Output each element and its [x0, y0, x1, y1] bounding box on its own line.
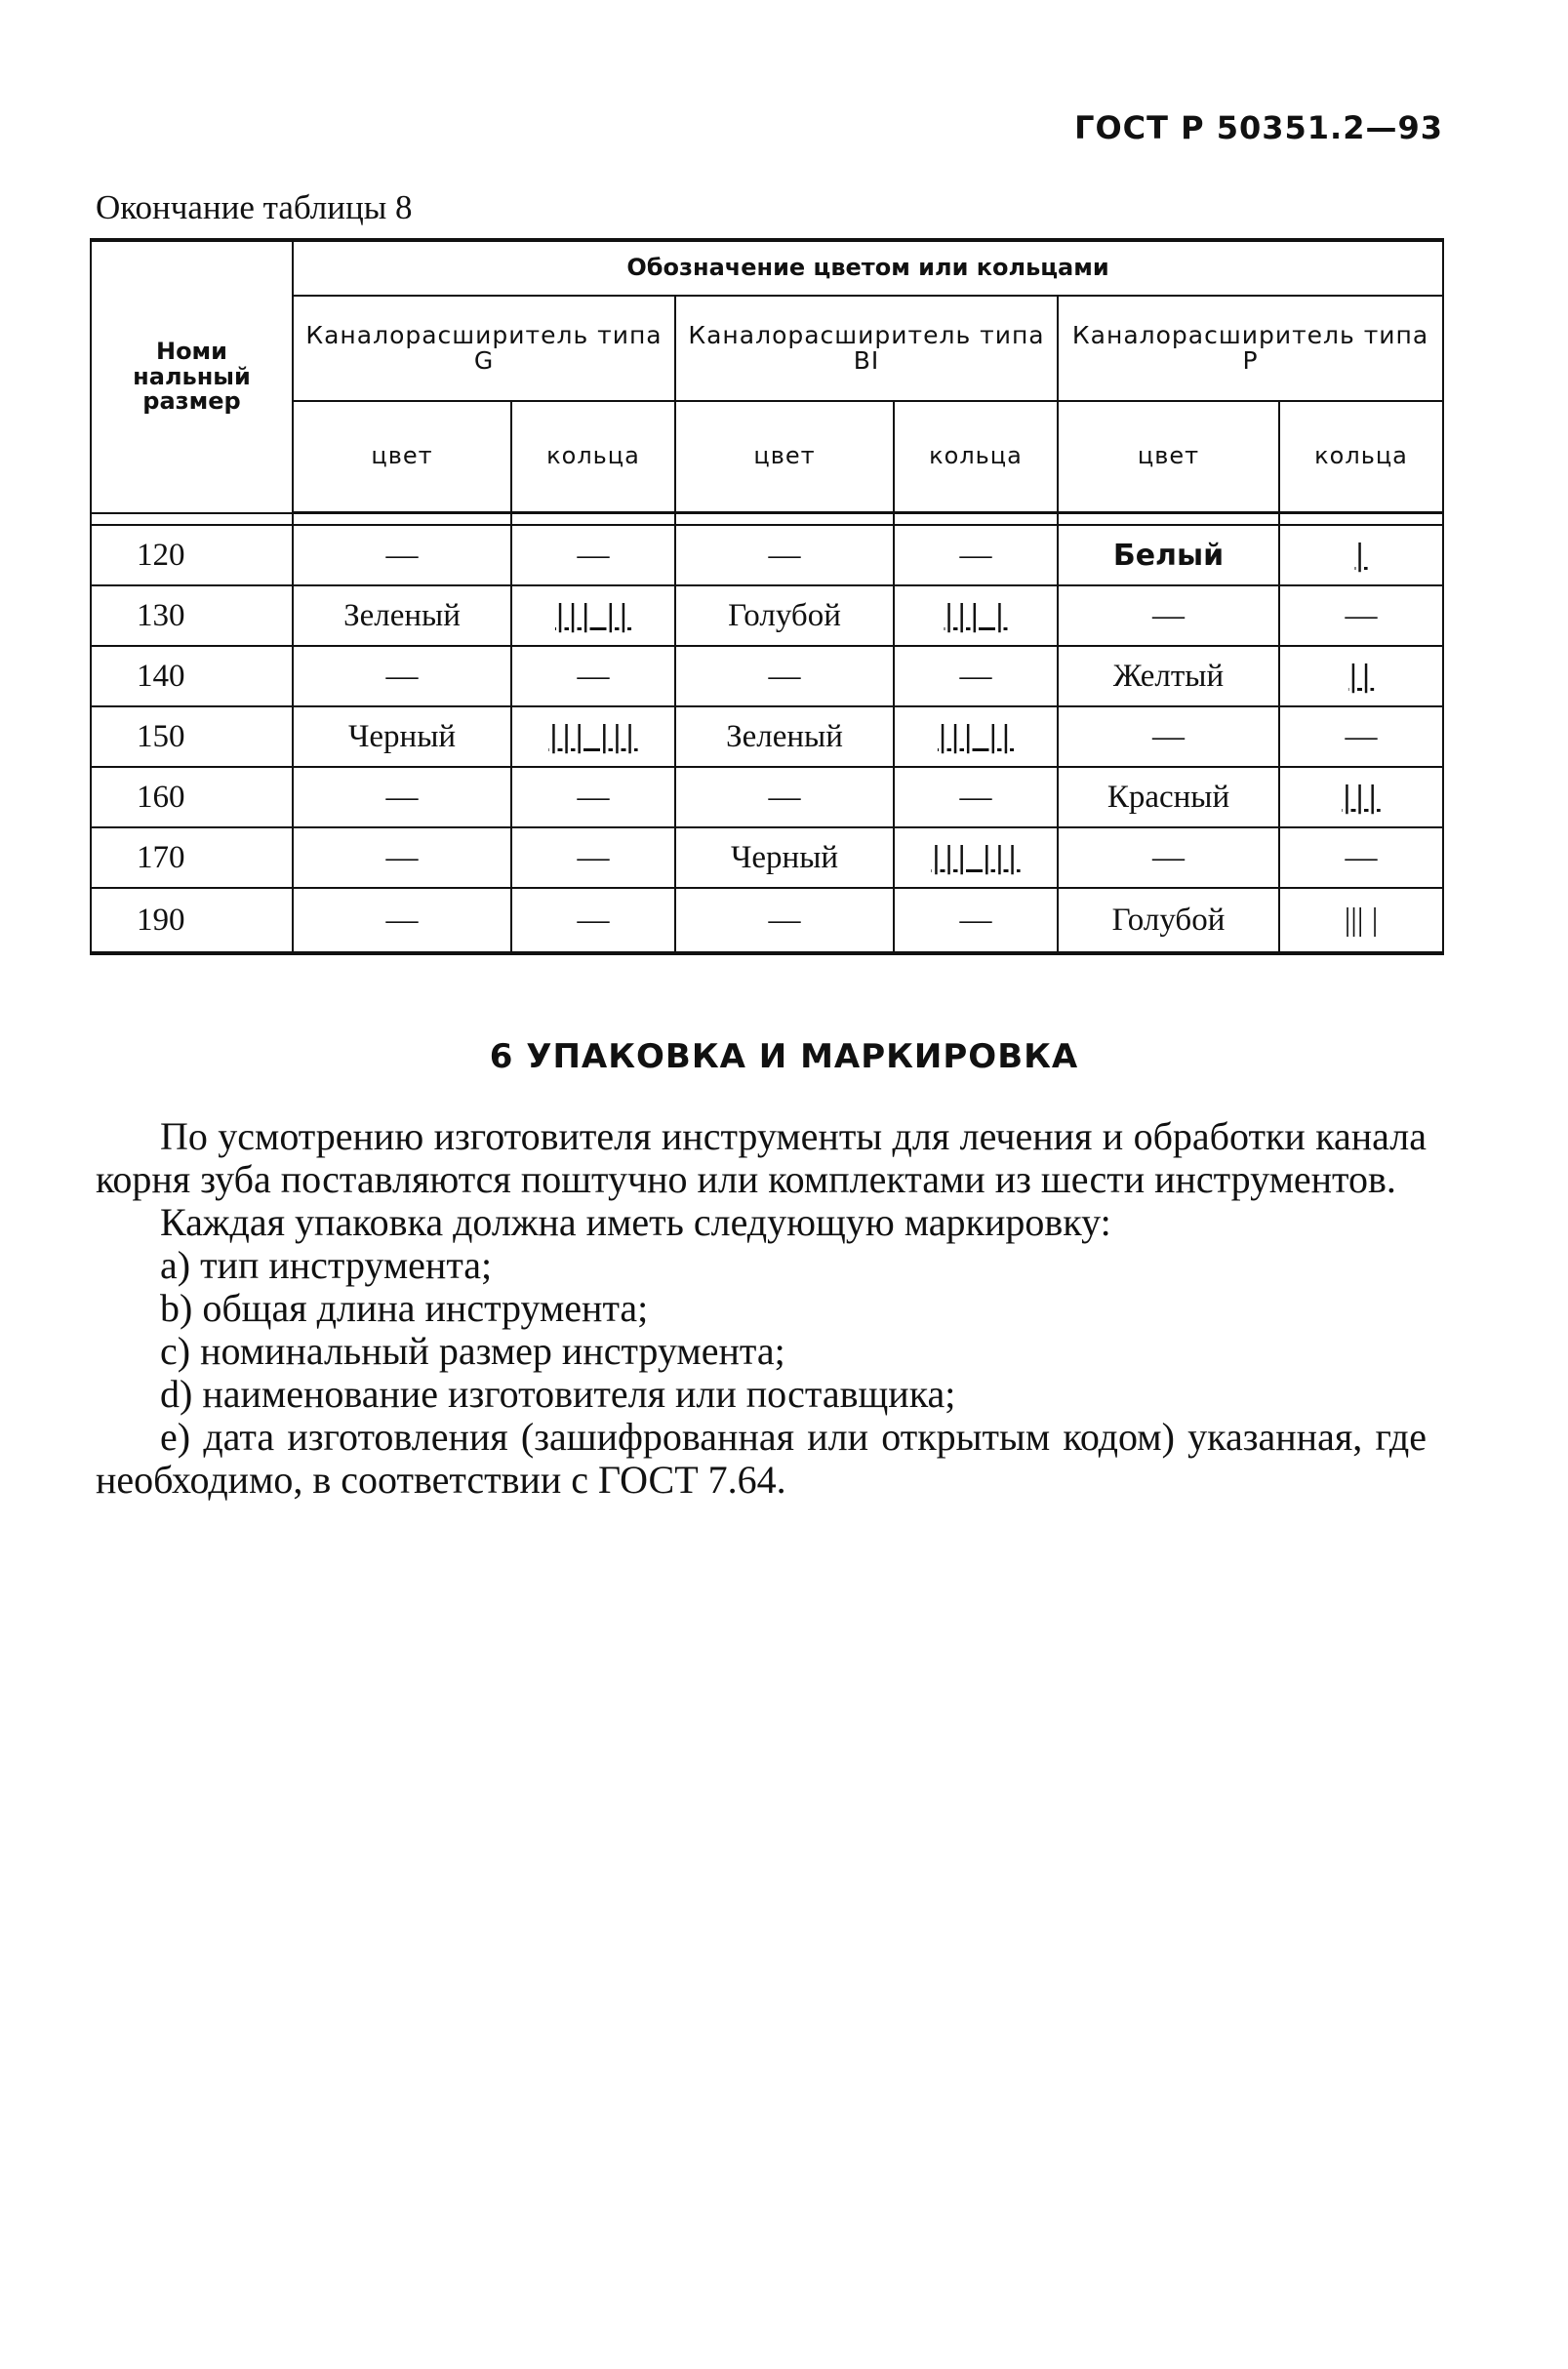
cell-p-rings: |	[1279, 525, 1443, 585]
paragraph-marking-intro: Каждая упаковка должна иметь следующую маркировку:	[160, 1200, 1111, 1244]
cell-bi-rings: —	[894, 888, 1058, 953]
cell-g-color: Черный	[293, 706, 511, 767]
cell-p-rings: —	[1279, 706, 1443, 767]
cell-bi-color: —	[675, 646, 894, 706]
table-row	[91, 767, 1443, 827]
paragraph-packaging: По усмотрению изготовителя инструменты для лечения и обработки канала корня зуба поставляются поштучно или комплектами из шести инструментов.	[96, 1114, 1427, 1201]
cell-nominal: 170	[91, 827, 293, 888]
cell-bi-color: Черный	[675, 827, 894, 888]
header-nominal-size: Номи нальный размер	[91, 240, 293, 513]
section-body	[96, 1115, 1427, 1502]
cell-bi-rings: —	[894, 525, 1058, 585]
cell-bi-rings: —	[894, 767, 1058, 827]
cell-bi-color: —	[675, 888, 894, 953]
cell-p-color: —	[1058, 585, 1279, 646]
cell-p-color: Белый	[1058, 525, 1279, 585]
header-type-bi: Каналорасширитель типа BI	[675, 296, 1058, 401]
section-title: 6 УПАКОВКА И МАРКИРОВКА	[489, 1037, 1079, 1076]
header-type-g: Каналорасширитель типа G	[293, 296, 675, 401]
cell-p-color: —	[1058, 706, 1279, 767]
cell-p-rings: ||	[1279, 646, 1443, 706]
subheader-color-p: цвет	[1058, 401, 1279, 513]
cell-p-rings: —	[1279, 827, 1443, 888]
cell-g-rings: —	[511, 767, 675, 827]
cell-g-color: —	[293, 767, 511, 827]
subheader-color-bi: цвет	[675, 401, 894, 513]
cell-nominal: 160	[91, 767, 293, 827]
table-row	[91, 585, 1443, 646]
marking-item: d) наименование изготовителя или поставщика;	[160, 1372, 956, 1416]
table-row	[91, 827, 1443, 888]
cell-g-rings: —	[511, 888, 675, 953]
cell-g-color: —	[293, 827, 511, 888]
cell-p-rings: |||	[1279, 767, 1443, 827]
cell-p-rings: —	[1279, 585, 1443, 646]
cell-g-rings: —	[511, 646, 675, 706]
cell-g-rings: —	[511, 525, 675, 585]
table-row	[91, 706, 1443, 767]
cell-g-rings: ||| |||	[511, 706, 675, 767]
cell-g-color: —	[293, 646, 511, 706]
header-color-or-rings: Обозначение цветом или кольцами	[293, 240, 1443, 296]
table-row	[91, 646, 1443, 706]
cell-g-color: —	[293, 888, 511, 953]
cell-g-rings: ||| ||	[511, 585, 675, 646]
table-caption: Окончание таблицы 8	[96, 188, 413, 226]
cell-bi-rings: ||| ||	[894, 706, 1058, 767]
cell-bi-color: Зеленый	[675, 706, 894, 767]
cell-bi-rings: —	[894, 646, 1058, 706]
cell-nominal: 150	[91, 706, 293, 767]
marking-item: е) дата изготовления (зашифрованная или открытым кодом) указанная, где необходимо, в соответствии с ГОСТ 7.64.	[96, 1415, 1427, 1502]
cell-nominal: 190	[91, 888, 293, 953]
header-type-p: Каналорасширитель типа P	[1058, 296, 1443, 401]
cell-g-color: —	[293, 525, 511, 585]
page-header-doc-code: ГОСТ Р 50351.2—93	[1074, 109, 1443, 146]
marking-item: b) общая длина инструмента;	[160, 1286, 649, 1330]
sizes-table-wrapper	[90, 238, 1442, 955]
table-spacer-row	[91, 513, 1443, 526]
cell-p-rings: ||| |	[1279, 888, 1443, 953]
table-row	[91, 525, 1443, 585]
cell-nominal: 140	[91, 646, 293, 706]
cell-p-color: Красный	[1058, 767, 1279, 827]
marking-item: а) тип инструмента;	[160, 1243, 493, 1287]
cell-bi-color: —	[675, 525, 894, 585]
cell-bi-color: —	[675, 767, 894, 827]
cell-nominal: 120	[91, 525, 293, 585]
subheader-rings-bi: кольца	[894, 401, 1058, 513]
subheader-rings-p: кольца	[1279, 401, 1443, 513]
cell-bi-color: Голубой	[675, 585, 894, 646]
subheader-rings-g: кольца	[511, 401, 675, 513]
cell-p-color: Голубой	[1058, 888, 1279, 953]
sizes-table	[90, 238, 1444, 955]
cell-g-rings: —	[511, 827, 675, 888]
cell-p-color: —	[1058, 827, 1279, 888]
marking-item: с) номинальный размер инструмента;	[160, 1329, 785, 1373]
cell-p-color: Желтый	[1058, 646, 1279, 706]
cell-bi-rings: ||| |||	[894, 827, 1058, 888]
subheader-color-g: цвет	[293, 401, 511, 513]
cell-g-color: Зеленый	[293, 585, 511, 646]
cell-nominal: 130	[91, 585, 293, 646]
cell-bi-rings: ||| |	[894, 585, 1058, 646]
table-row	[91, 888, 1443, 953]
